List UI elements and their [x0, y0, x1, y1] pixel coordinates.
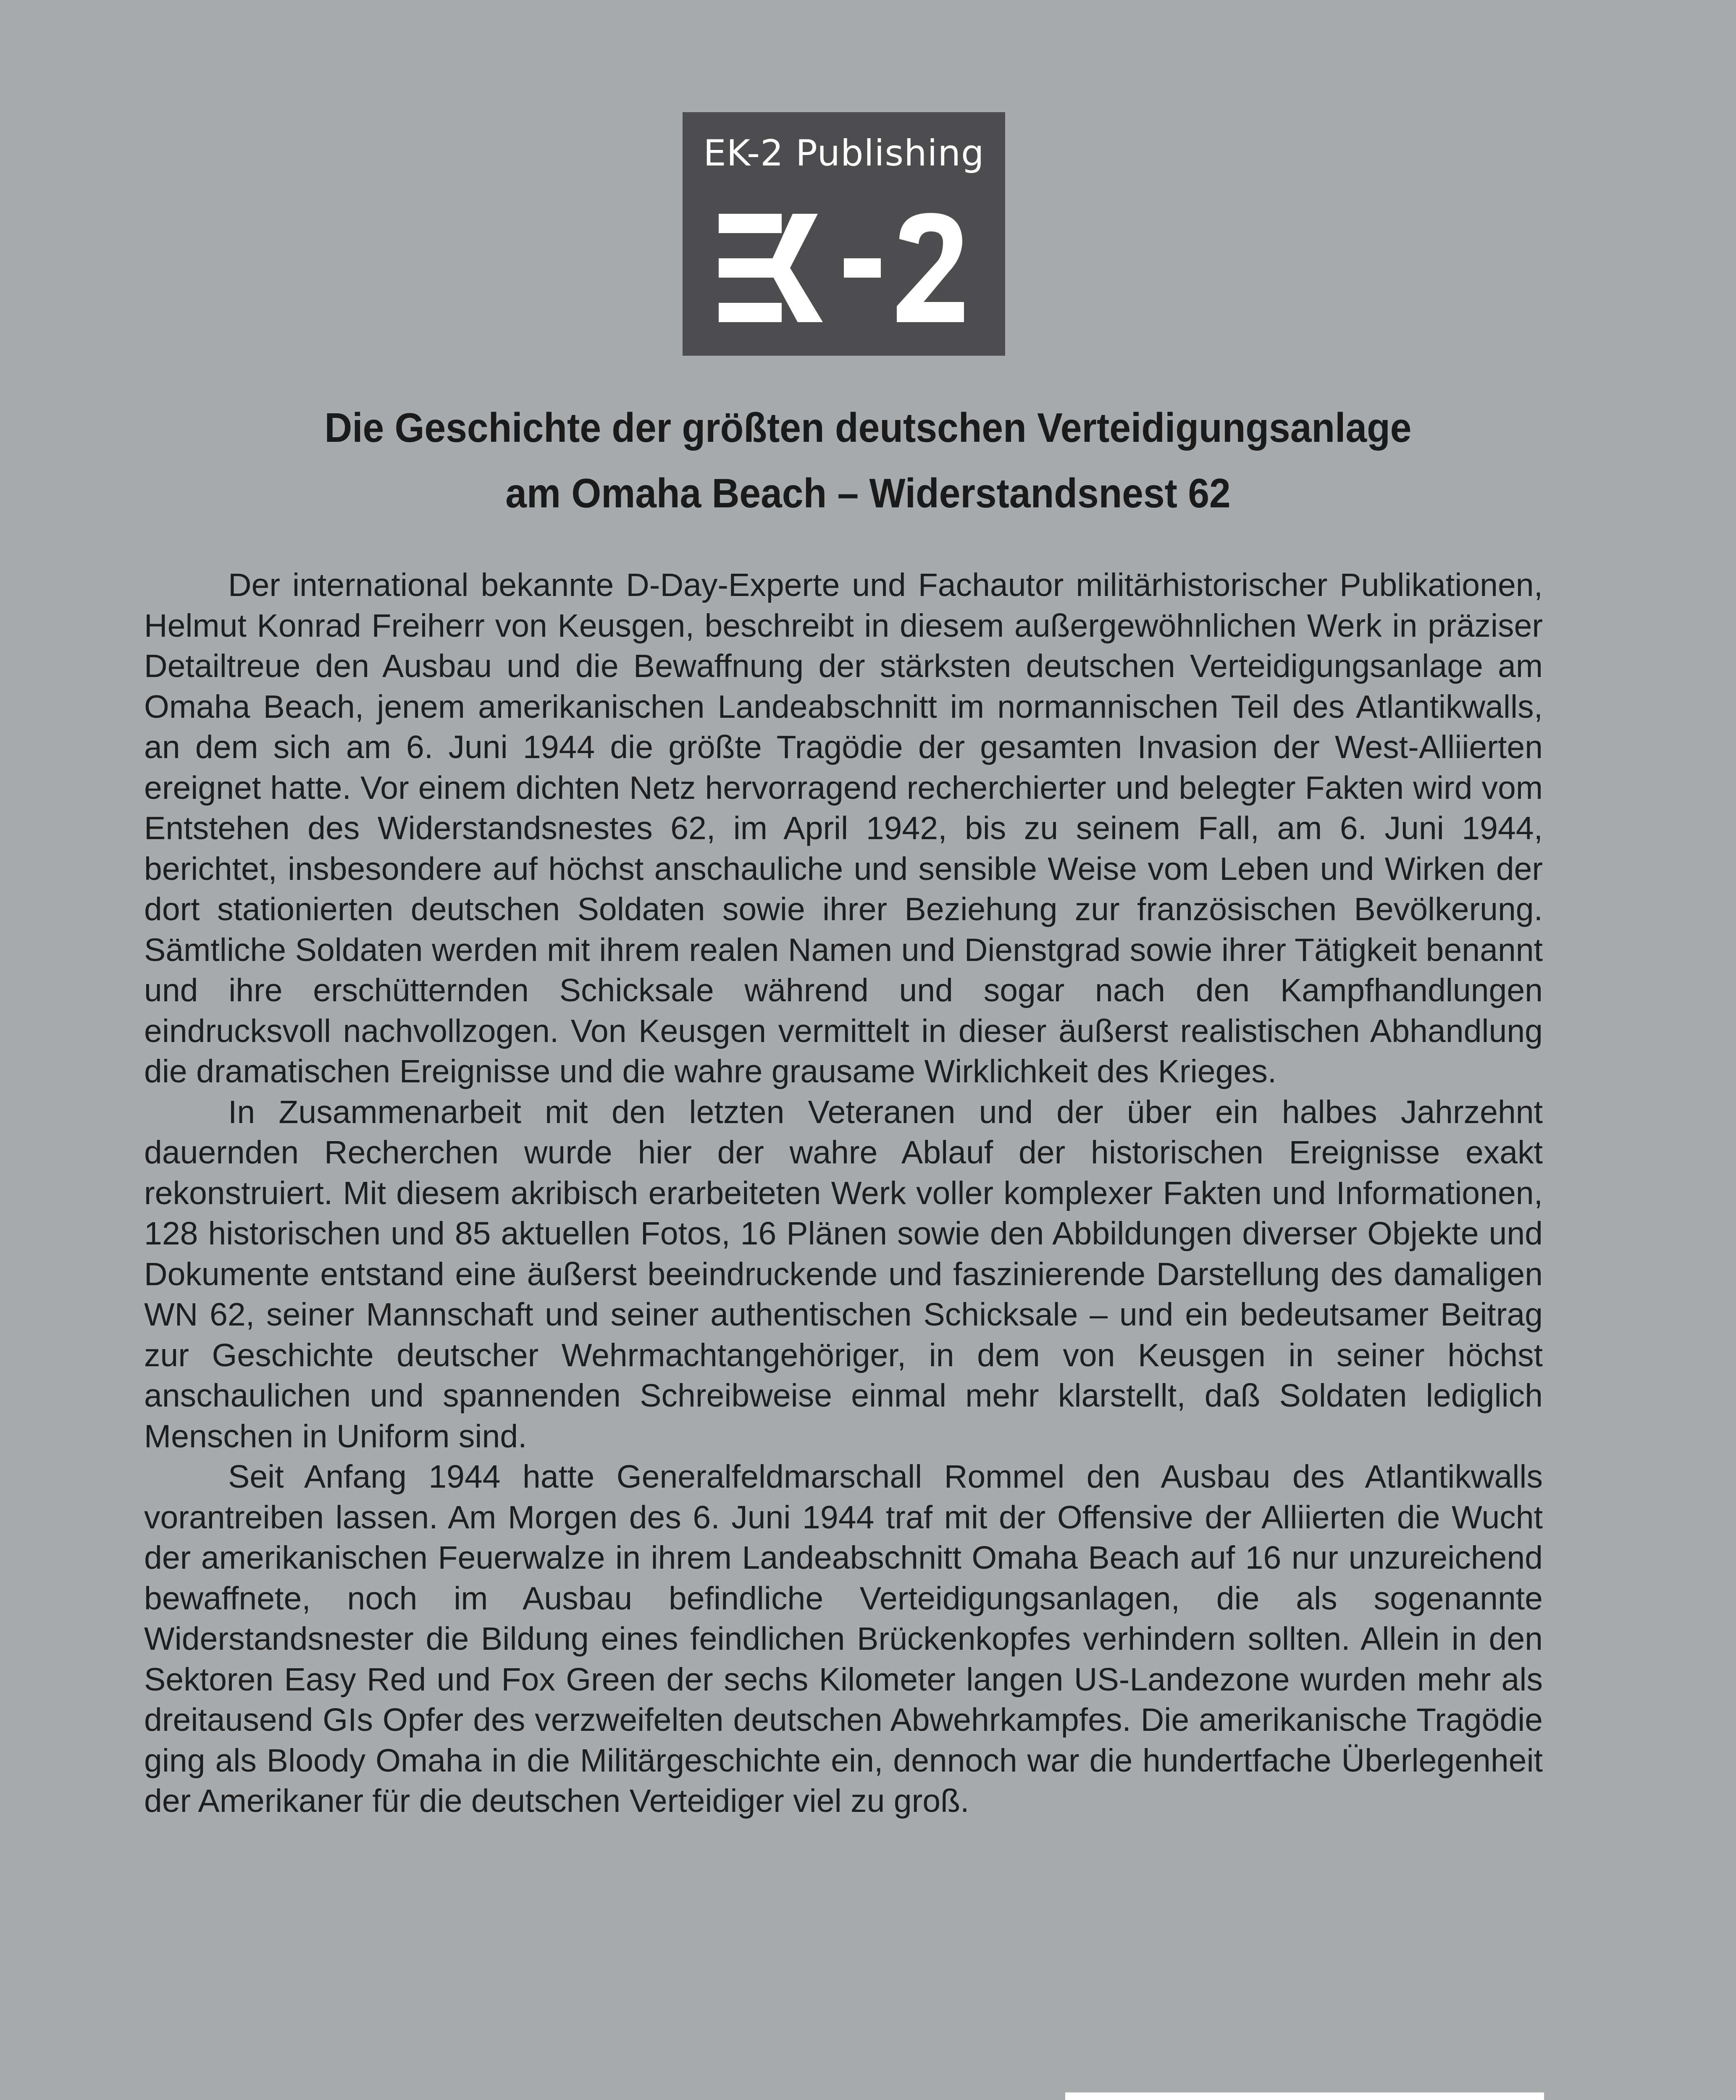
blurb-paragraph-3: Seit Anfang 1944 hatte Generalfeldmarschall Rommel den Ausbau des Atlantikwalls vorantreiben lassen. Am Morgen des 6. Juni 1944 traf mit der Offensive der Alliierten die Wucht der amerikanischen Feuerwalze in ihrem Landeabschnitt Omaha Beach auf 16 nur unzureichend bewaffnete, noch im Ausbau befindliche Verteidigungsanlagen, die als sogenannte Widerstandsnester die Bildung eines feindlichen Brückenkopfes verhindern sollten. Allein in den Sektoren Easy Red und Fox Green der sechs Kilometer langen US-Landezone wurden mehr als dreitausend GIs Opfer des verzweifelten deutschen Abwehrkampfes. Die amerikanische Tragödie ging als Bloody Omaha in die Militärgeschichte ein, dennoch war die hundertfache Überlegenheit der Amerikaner für die deutschen Verteidiger viel zu groß. [144, 1459, 1543, 1819]
isbn-barcode [1065, 2092, 1544, 2100]
title-line-2: am Omaha Beach – Widerstandsnest 62 [505, 470, 1231, 516]
blurb-paragraph-1: Der international bekannte D-Day-Experte und Fachautor militärhistorischer Publikationen, Helmut Konrad Freiherr von Keusgen, beschreibt in diesem außergewöhnlichen Werk in präziser Detailtreue den Ausbau und die Bewaffnung der stärksten deutschen Verteidigungsanlage am Omaha Beach, jenem amerikanischen Landeabschnitt im normannischen Teil des Atlantikwalls, an dem sich am 6. Juni 1944 die größte Tragödie der gesamten Invasion der West-Alliierten ereignet hatte. Vor einem dichten Netz hervorragend recherchierter und belegter Fakten wird vom Entstehen des Widerstandsnestes 62, im April 1942, bis zu seinem Fall, am 6. Juni 1944, berichtet, insbesondere auf höchst anschauliche und sensible Weise vom Leben und Wirken der dort stationierten deutschen Soldaten sowie ihrer Beziehung zur französischen Bevölkerung. Sämtliche Soldaten werden mit ihrem realen Namen und Dienstgrad sowie ihrer Tätigkeit benannt und ihre erschütternden Schicksale während und sogar nach den Kampfhandlungen eindrucksvoll nachvollzogen. Von Keusgen vermittelt in dieser äußerst realistischen Abhandlung die dramatischen Ereignisse und die wahre grausame Wirklichkeit des Krieges. [144, 567, 1543, 1089]
title-line-1: Die Geschichte der größten deutschen Verteidigungsanlage [324, 404, 1412, 451]
ek2-logo-mark [719, 205, 971, 331]
book-title [139, 395, 1597, 526]
barcode-bars [1065, 2092, 1544, 2100]
blurb-text [144, 565, 1543, 1822]
blurb-paragraph-2: In Zusammenarbeit mit den letzten Veteranen und der über ein halbes Jahrzehnt dauernden Recherchen wurde hier der wahre Ablauf der historischen Ereignisse exakt rekonstruiert. Mit diesem akribisch erarbeiteten Werk voller komplexer Fakten und Informationen, 128 historischen und 85 aktuellen Fotos, 16 Plänen sowie den Abbildungen diverser Objekte und Dokumente entstand eine äußerst beeindruckende und faszinierende Darstellung des damaligen WN 62, seiner Mannschaft und seiner authentischen Schicksale – und ein bedeutsamer Beitrag zur Geschichte deutscher Wehrmachtangehöriger, in dem von Keusgen in seiner höchst anschaulichen und spannenden Schreibweise einmal mehr klarstellt, daß Soldaten lediglich Menschen in Uniform sind. [144, 1094, 1543, 1454]
logo-two [897, 213, 964, 322]
logo-e-top [719, 214, 782, 233]
logo-e-bottom [719, 303, 782, 322]
logo-hyphen [844, 258, 881, 278]
publisher-logo [683, 112, 1005, 356]
publisher-name: EK-2 Publishing [703, 132, 985, 174]
